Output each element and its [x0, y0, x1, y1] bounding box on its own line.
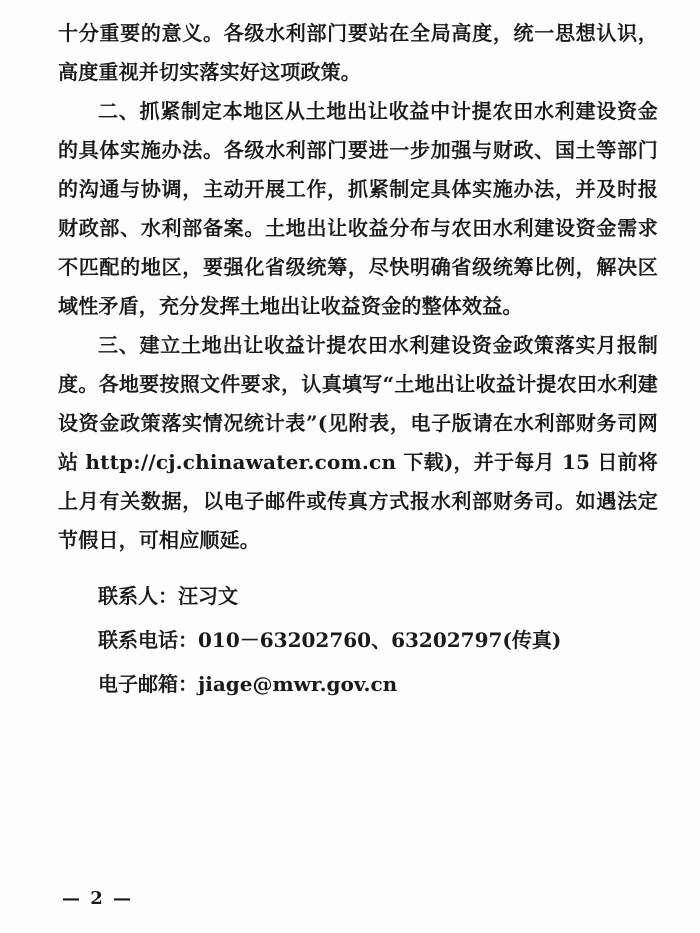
contact-person: 联系人：汪习文: [98, 584, 238, 608]
paragraph-section-three: 三、建立土地出让收益计提农田水利建设资金政策落实月报制度。各地要按照文件要求，认真填写“土地出让收益计提农田水利建设资金政策落实情况统计表”(见附表，电子版请在水利部财务司网站 http://cj.chinawater.com.cn 下载)，并于每月 15 日前将上月有关数据，以电子邮件或传真方式报水利部财务司。如遇法定节假日，可相应顺延。: [58, 333, 658, 552]
contact-phone: 联系电话：010－63202760、63202797(传真): [98, 628, 562, 652]
contact-block: [98, 574, 561, 706]
paragraph-section-two: 二、抓紧制定本地区从土地出让收益中计提农田水利建设资金的具体实施办法。各级水利部门要进一步加强与财政、国土等部门的沟通与协调，主动开展工作，抓紧制定具体实施办法，并及时报财政部、水利部备案。土地出让收益分布与农田水利建设资金需求不匹配的地区，要强化省级统筹，尽快明确省级统筹比例，解决区域性矛盾，充分发挥土地出让收益资金的整体效益。: [58, 99, 658, 318]
page-number: — 2 —: [62, 888, 134, 909]
contact-email: 电子邮箱：jiage@mwr.gov.cn: [98, 672, 398, 696]
document-body: [58, 14, 658, 560]
paragraph-continuation: 十分重要的意义。各级水利部门要站在全局高度，统一思想认识，高度重视并切实落实好这项政策。: [58, 21, 658, 84]
